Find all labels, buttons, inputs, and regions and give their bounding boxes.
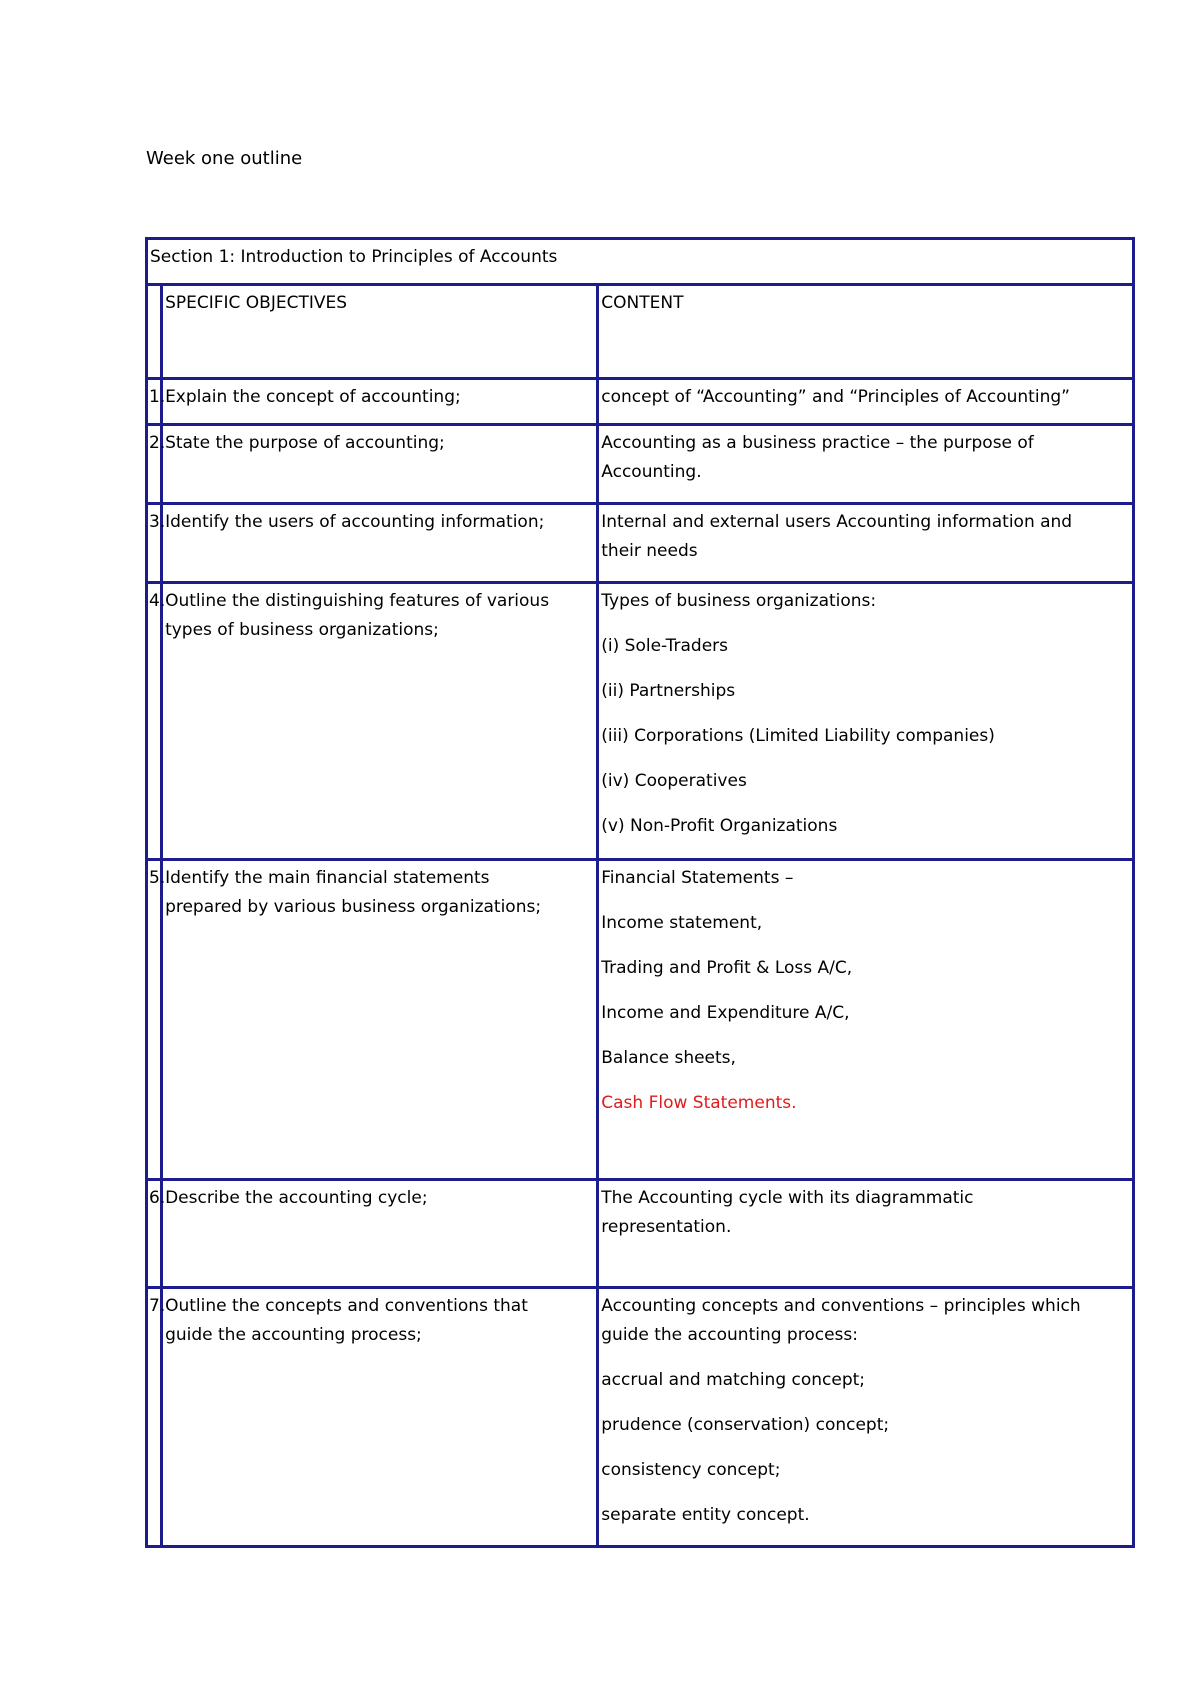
content-line: Balance sheets,	[601, 1048, 736, 1068]
content-line: Accounting concepts and conventions – principles which	[601, 1296, 1081, 1316]
objective-line: Identify the main financial statements	[165, 868, 490, 888]
table-row	[147, 1180, 1134, 1288]
section-row	[147, 239, 1134, 285]
objective-cell	[162, 860, 598, 1180]
objective-line: Identify the users of accounting information;	[165, 512, 545, 532]
objective-line: Explain the concept of accounting;	[165, 387, 461, 407]
content-cell	[598, 1288, 1134, 1547]
table-row	[147, 504, 1134, 583]
objective-line: Outline the distinguishing features of various	[165, 591, 550, 611]
content-cell	[598, 504, 1134, 583]
row-number: 4.	[147, 583, 162, 860]
objective-cell	[162, 583, 598, 860]
table-row	[147, 1288, 1134, 1547]
row-number: 1.	[147, 379, 162, 425]
row-number: 6.	[147, 1180, 162, 1288]
content-line: Accounting as a business practice – the purpose of	[601, 433, 1034, 453]
content-line: Types of business organizations:	[601, 591, 877, 611]
table-row	[147, 583, 1134, 860]
content-cell	[598, 583, 1134, 860]
objective-line: State the purpose of accounting;	[165, 433, 445, 453]
content-line-highlighted: Cash Flow Statements.	[601, 1093, 797, 1113]
table-row	[147, 860, 1134, 1180]
header-objectives: SPECIFIC OBJECTIVES	[162, 285, 598, 379]
content-line: The Accounting cycle with its diagrammatic	[601, 1188, 974, 1208]
section-title: Section 1: Introduction to Principles of Accounts	[147, 239, 1134, 285]
content-line: prudence (conservation) concept;	[601, 1415, 890, 1435]
objective-line: Outline the concepts and conventions that	[165, 1296, 528, 1316]
objective-line: guide the accounting process;	[165, 1325, 422, 1345]
content-line: (v) Non-Profit Organizations	[601, 816, 838, 836]
row-number: 3.	[147, 504, 162, 583]
content-cell	[598, 860, 1134, 1180]
content-line: (iii) Corporations (Limited Liability companies)	[601, 726, 995, 746]
objective-cell	[162, 1180, 598, 1288]
content-line: Trading and Profit & Loss A/C,	[601, 958, 853, 978]
table-row	[147, 425, 1134, 504]
header-num-cell	[147, 285, 162, 379]
content-line: guide the accounting process:	[601, 1325, 858, 1345]
content-line: Internal and external users Accounting information and	[601, 512, 1073, 532]
content-line: Financial Statements –	[601, 868, 794, 888]
objective-line: prepared by various business organizations;	[165, 897, 542, 917]
content-line: consistency concept;	[601, 1460, 781, 1480]
content-cell	[598, 379, 1134, 425]
table-row	[147, 379, 1134, 425]
row-number: 5.	[147, 860, 162, 1180]
content-line: their needs	[601, 541, 698, 561]
content-line: Income statement,	[601, 913, 763, 933]
document-title: Week one outline	[146, 148, 303, 169]
content-line: representation.	[601, 1217, 732, 1237]
objective-cell	[162, 504, 598, 583]
header-row	[147, 285, 1134, 379]
content-cell	[598, 425, 1134, 504]
content-line: Income and Expenditure A/C,	[601, 1003, 850, 1023]
content-cell	[598, 1180, 1134, 1288]
content-line: (iv) Cooperatives	[601, 771, 747, 791]
row-number: 2.	[147, 425, 162, 504]
content-line: accrual and matching concept;	[601, 1370, 866, 1390]
content-line: concept of “Accounting” and “Principles of Accounting”	[601, 387, 1070, 407]
content-line: (i) Sole-Traders	[601, 636, 728, 656]
objective-cell	[162, 1288, 598, 1547]
header-content: CONTENT	[598, 285, 1134, 379]
row-number: 7.	[147, 1288, 162, 1547]
objective-cell	[162, 379, 598, 425]
content-line: Accounting.	[601, 462, 702, 482]
content-line: separate entity concept.	[601, 1505, 810, 1525]
objective-cell	[162, 425, 598, 504]
content-line: (ii) Partnerships	[601, 681, 736, 701]
objective-line: Describe the accounting cycle;	[165, 1188, 428, 1208]
outline-table	[145, 237, 1135, 1548]
objective-line: types of business organizations;	[165, 620, 439, 640]
